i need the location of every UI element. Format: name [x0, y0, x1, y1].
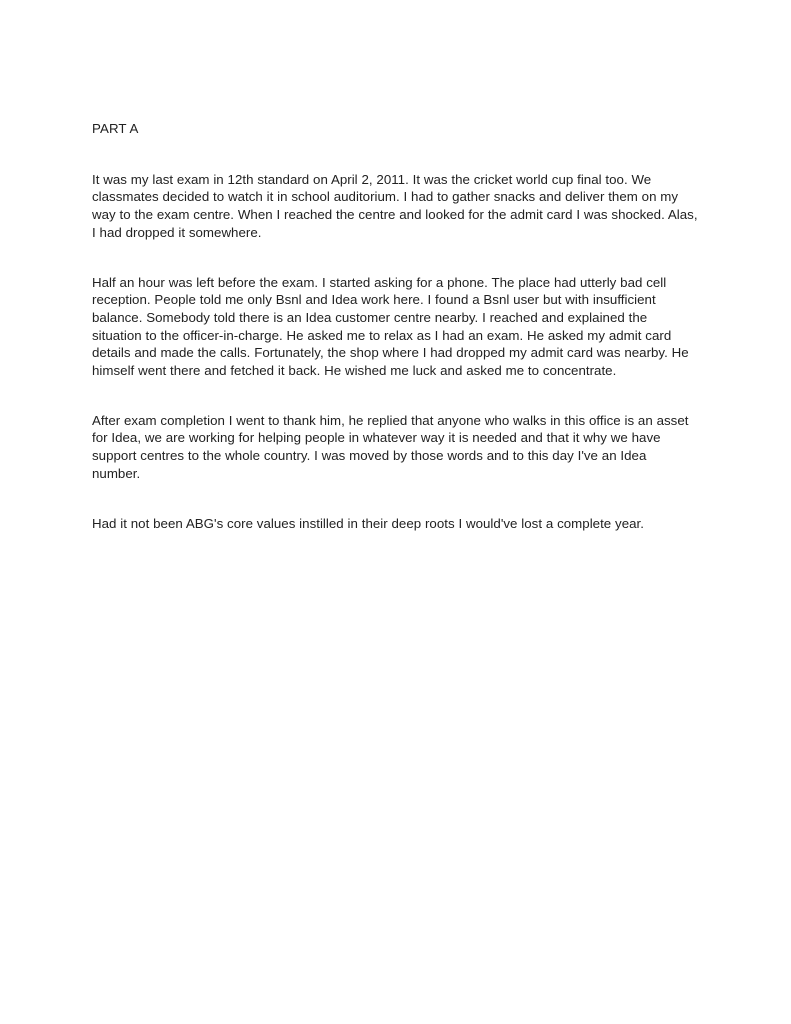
- page-title: PART A: [92, 121, 139, 136]
- spacer: [92, 242, 698, 274]
- spacer: [92, 380, 698, 412]
- paragraph-3: After exam completion I went to thank him, he replied that anyone who walks in this office is an asset for Idea, we are working for helping people in whatever way it is needed and that it why we have support centres to the whole country. I was moved by those words and to this day I've an Idea number.: [92, 412, 689, 481]
- spacer: [92, 138, 698, 171]
- paragraph-1: It was my last exam in 12th standard on April 2, 2011. It was the cricket world cup final too. We classmates decided to watch it in school auditorium. I had to gather snacks and deliver them on my way to the exam centre. When I reached the centre and looked for the admit card I was shocked. Alas, I had dropped it somewhere.: [92, 171, 698, 240]
- paragraph-4: Had it not been ABG's core values instilled in their deep roots I would've lost a complete year.: [92, 515, 644, 531]
- document-body: [92, 120, 698, 532]
- spacer: [92, 483, 698, 515]
- paragraph-2: Half an hour was left before the exam. I started asking for a phone. The place had utterly bad cell reception. People told me only Bsnl and Idea work here. I found a Bsnl user but with insufficient balance. Somebody told there is an Idea customer centre nearby. I reached and explained the situation to the officer-in-charge. He asked me to relax as I had an exam. He asked my admit card details and made the calls. Fortunately, the shop where I had dropped my admit card was nearby. He himself went there and fetched it back. He wished me luck and asked me to concentrate.: [92, 274, 689, 379]
